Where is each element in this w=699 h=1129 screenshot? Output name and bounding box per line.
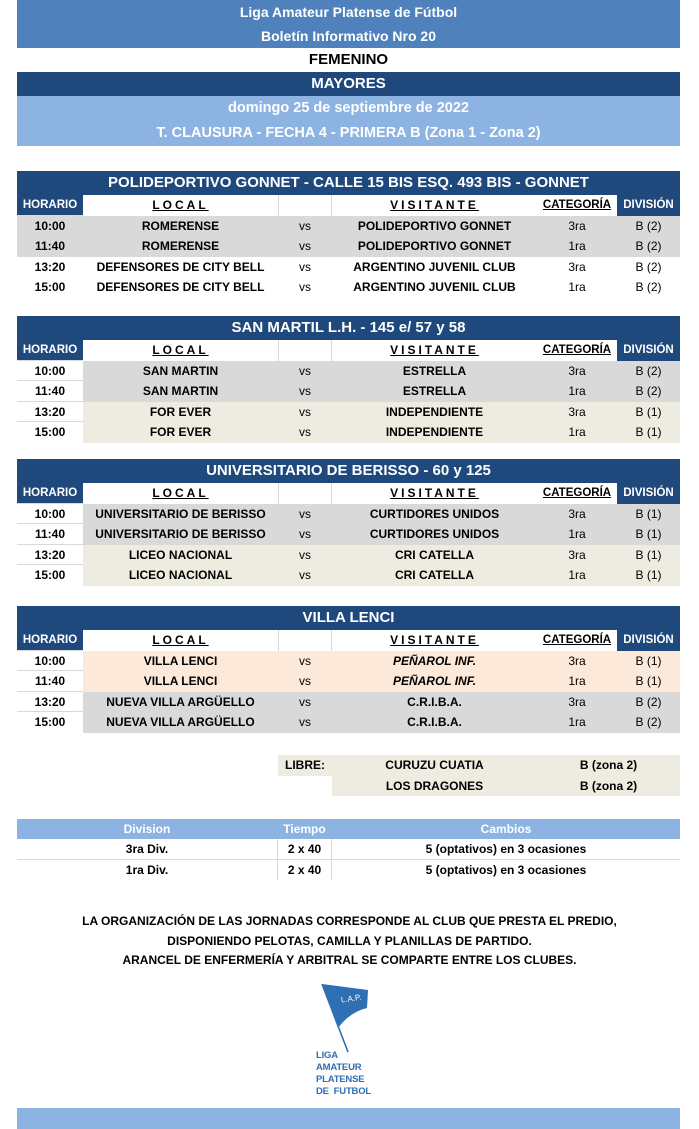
table-header: [17, 340, 680, 361]
match-category: 3ra: [537, 692, 617, 713]
local-team: VILLA LENCI: [83, 671, 278, 692]
col-vs: [278, 630, 332, 651]
notice-line: ARANCEL DE ENFERMERÍA Y ARBITRAL SE COMPARTE ENTRE LOS CLUBES.: [122, 953, 577, 967]
footer-band: [17, 1108, 680, 1129]
bulletin-number: Boletín Informativo Nro 20: [17, 24, 680, 48]
visitor-team: POLIDEPORTIVO GONNET: [332, 216, 537, 237]
match-date: domingo 25 de septiembre de 2022: [17, 96, 680, 121]
local-team: DEFENSORES DE CITY BELL: [96, 280, 265, 294]
venue-table-san-martin: [17, 316, 680, 443]
libre-division: B (zona 2): [537, 755, 680, 776]
match-category: 1ra: [537, 712, 617, 733]
match-division: B (2): [617, 712, 680, 733]
bulletin-header: [17, 0, 680, 146]
vs-label: vs: [278, 216, 332, 237]
visitor-team: ESTRELLA: [332, 381, 537, 402]
local-team: LICEO NACIONAL: [83, 565, 278, 586]
visitor-team: PEÑAROL INF.: [332, 651, 537, 672]
col-vs: [278, 483, 332, 504]
local-team: UNIVERSITARIO DE BERISSO: [83, 524, 278, 545]
local-team: VILLA LENCI: [83, 651, 278, 672]
match-division: B (2): [617, 216, 680, 237]
category-label: MAYORES: [17, 72, 680, 96]
match-time: 11:40: [17, 671, 83, 692]
table-row: [17, 422, 680, 443]
rules-table: [17, 819, 680, 880]
match-time: 11:40: [17, 236, 83, 257]
notice-line: DISPONIENDO PELOTAS, CAMILLA Y PLANILLAS DE PARTIDO.: [167, 933, 532, 948]
col-visitante: VISITANTE: [332, 630, 537, 651]
match-division: B (1): [617, 671, 680, 692]
venue-title: UNIVERSITARIO DE BERISSO - 60 y 125: [17, 459, 680, 483]
vs-label: vs: [278, 565, 332, 586]
table-row: [17, 361, 680, 382]
match-division: B (2): [617, 381, 680, 402]
local-team: ROMERENSE: [83, 216, 278, 237]
league-title: Liga Amateur Platense de Fútbol: [17, 0, 680, 24]
match-time: 13:20: [17, 545, 83, 566]
libre-team: CURUZU CUATIA: [332, 755, 537, 776]
match-time: 10:00: [17, 216, 83, 237]
rules-cambios: 5 (optativos) en 3 ocasiones: [425, 862, 587, 877]
local-team: FOR EVER: [83, 422, 278, 443]
table-row: [17, 236, 680, 257]
venue-table-villa-lenci: [17, 606, 680, 733]
match-division: B (1): [617, 651, 680, 672]
libre-row: [278, 776, 680, 797]
col-visitante: VISITANTE: [332, 340, 537, 361]
rules-col-division: Division: [123, 822, 171, 836]
match-division: B (2): [617, 692, 680, 713]
col-horario: HORARIO: [17, 630, 83, 651]
rules-col-tiempo: Tiempo: [283, 822, 326, 836]
visitor-team: CURTIDORES UNIDOS: [332, 504, 537, 525]
table-row: [17, 216, 680, 237]
venue-title: SAN MARTIL L.H. - 145 e/ 57 y 58: [17, 316, 680, 340]
table-row: [17, 671, 680, 692]
match-division: B (1): [617, 524, 680, 545]
match-category: 3ra: [537, 545, 617, 566]
match-category: 1ra: [537, 565, 617, 586]
match-category: 1ra: [537, 236, 617, 257]
match-category: 1ra: [537, 671, 617, 692]
match-division: B (1): [617, 422, 680, 443]
col-local: LOCAL: [83, 195, 278, 216]
match-category: 3ra: [537, 504, 617, 525]
rules-cambios: 5 (optativos) en 3 ocasiones: [425, 842, 587, 856]
local-team: LICEO NACIONAL: [83, 545, 278, 566]
table-row: [17, 692, 680, 713]
col-division: DIVISIÓN: [617, 630, 680, 651]
local-team: DEFENSORES DE CITY BELL: [96, 259, 265, 274]
local-team: FOR EVER: [83, 402, 278, 423]
match-time: 15:00: [34, 280, 66, 294]
local-team: SAN MARTIN: [83, 381, 278, 402]
visitor-team: PEÑAROL INF.: [332, 671, 537, 692]
match-division: B (1): [617, 504, 680, 525]
local-team: SAN MARTIN: [83, 361, 278, 382]
match-category: 3ra: [537, 402, 617, 423]
col-categoria: CATEGORÍA: [537, 483, 617, 504]
match-time: 13:20: [17, 402, 83, 423]
col-division: DIVISIÓN: [617, 195, 680, 216]
vs-label: vs: [278, 712, 332, 733]
vs-label: vs: [278, 422, 332, 443]
visitor-team: INDEPENDIENTE: [332, 422, 537, 443]
vs-label: vs: [278, 671, 332, 692]
match-time: 15:00: [34, 715, 66, 729]
visitor-team: C.R.I.B.A.: [332, 692, 537, 713]
table-row: [17, 402, 680, 423]
match-category: 3ra: [537, 216, 617, 237]
match-time: 11:40: [17, 524, 83, 545]
visitor-team: ARGENTINO JUVENIL CLUB: [353, 280, 516, 294]
match-time: 13:20: [17, 692, 83, 713]
match-category: 3ra: [537, 361, 617, 382]
col-vs: [278, 195, 332, 216]
col-categoria: CATEGORÍA: [537, 340, 617, 361]
venue-table-universitario: [17, 459, 680, 586]
col-local: LOCAL: [83, 630, 278, 651]
rules-tiempo: 2 x 40: [277, 839, 332, 859]
visitor-team: ARGENTINO JUVENIL CLUB: [353, 259, 516, 274]
match-time: 15:00: [34, 568, 66, 582]
col-categoria: CATEGORÍA: [537, 630, 617, 651]
visitor-team: CRI CATELLA: [332, 565, 537, 586]
table-header: [17, 195, 680, 216]
table-row: [17, 651, 680, 672]
gender-label: FEMENINO: [17, 48, 680, 72]
rules-division: 3ra Div.: [125, 842, 169, 856]
col-local: LOCAL: [83, 340, 278, 361]
visitor-team: ESTRELLA: [332, 361, 537, 382]
match-division: B (2): [635, 259, 662, 274]
match-division: B (1): [617, 545, 680, 566]
match-division: B (2): [617, 361, 680, 382]
visitor-team: INDEPENDIENTE: [332, 402, 537, 423]
table-row: [17, 504, 680, 525]
venue-title: VILLA LENCI: [17, 606, 680, 630]
match-time: 13:20: [34, 259, 66, 274]
visitor-team: POLIDEPORTIVO GONNET: [332, 236, 537, 257]
table-row: [17, 545, 680, 566]
match-division: B (1): [617, 402, 680, 423]
visitor-team: C.R.I.B.A.: [332, 712, 537, 733]
table-row: [17, 565, 680, 586]
vs-label: vs: [278, 381, 332, 402]
col-division: DIVISIÓN: [617, 340, 680, 361]
vs-label: vs: [278, 504, 332, 525]
local-team: NUEVA VILLA ARGÜELLO: [83, 712, 278, 733]
local-team: NUEVA VILLA ARGÜELLO: [83, 692, 278, 713]
libre-table: [278, 755, 680, 796]
rules-row: [17, 860, 680, 881]
col-categoria: CATEGORÍA: [537, 195, 617, 216]
match-time: 15:00: [34, 425, 66, 439]
col-vs: [278, 340, 332, 361]
visitor-team: CURTIDORES UNIDOS: [332, 524, 537, 545]
table-header: [17, 630, 680, 651]
match-category: 1ra: [537, 422, 617, 443]
table-row: [17, 257, 680, 278]
flag-icon: [305, 980, 405, 1055]
vs-label: vs: [278, 651, 332, 672]
vs-label: vs: [278, 545, 332, 566]
league-logo: [305, 980, 405, 1095]
flag-text: L.A.P.: [340, 992, 363, 1005]
local-team: UNIVERSITARIO DE BERISSO: [83, 504, 278, 525]
table-row: [17, 381, 680, 402]
match-category: 3ra: [537, 651, 617, 672]
rules-col-cambios: Cambios: [480, 822, 532, 836]
match-division: B (1): [617, 565, 680, 586]
col-division: DIVISIÓN: [617, 483, 680, 504]
table-row: [17, 524, 680, 545]
visitor-team: CRI CATELLA: [332, 545, 537, 566]
venue-table-gonnet: [17, 171, 680, 298]
libre-division: B (zona 2): [537, 776, 680, 797]
vs-label: vs: [299, 280, 311, 294]
match-category: 1ra: [568, 280, 586, 294]
vs-label: vs: [278, 402, 332, 423]
venue-title: POLIDEPORTIVO GONNET - CALLE 15 BIS ESQ. 493 BIS - GONNET: [17, 171, 680, 195]
table-row: [17, 712, 680, 733]
libre-team: LOS DRAGONES: [332, 776, 537, 797]
match-division: B (2): [635, 280, 662, 294]
table-header: [17, 483, 680, 504]
rules-row: [17, 839, 680, 860]
rules-header: [17, 819, 680, 839]
col-horario: HORARIO: [17, 340, 83, 361]
notice-line: LA ORGANIZACIÓN DE LAS JORNADAS CORRESPONDE AL CLUB QUE PRESTA EL PREDIO,: [82, 914, 617, 928]
col-horario: HORARIO: [17, 195, 83, 216]
col-visitante: VISITANTE: [332, 483, 537, 504]
match-category: 1ra: [537, 381, 617, 402]
match-category: 1ra: [537, 524, 617, 545]
match-time: 10:00: [17, 361, 83, 382]
match-time: 10:00: [17, 651, 83, 672]
table-row: [17, 277, 680, 298]
organization-notice: [0, 912, 699, 971]
vs-label: vs: [299, 259, 311, 274]
local-team: ROMERENSE: [83, 236, 278, 257]
col-horario: HORARIO: [17, 483, 83, 504]
vs-label: vs: [278, 361, 332, 382]
match-time: 10:00: [17, 504, 83, 525]
tournament-info: T. CLAUSURA - FECHA 4 - PRIMERA B (Zona 1 - Zona 2): [17, 121, 680, 146]
vs-label: vs: [278, 236, 332, 257]
vs-label: vs: [278, 524, 332, 545]
libre-row: [278, 755, 680, 776]
rules-tiempo: 2 x 40: [277, 860, 332, 881]
col-local: LOCAL: [83, 483, 278, 504]
match-time: 11:40: [17, 381, 83, 402]
col-visitante: VISITANTE: [332, 195, 537, 216]
rules-division: 1ra Div.: [125, 862, 169, 877]
libre-label: LIBRE:: [278, 755, 332, 776]
match-category: 3ra: [568, 259, 586, 274]
vs-label: vs: [278, 692, 332, 713]
match-division: B (2): [617, 236, 680, 257]
logo-text: LIGA AMATEUR PLATENSE DE FUTBOL: [316, 1050, 371, 1097]
